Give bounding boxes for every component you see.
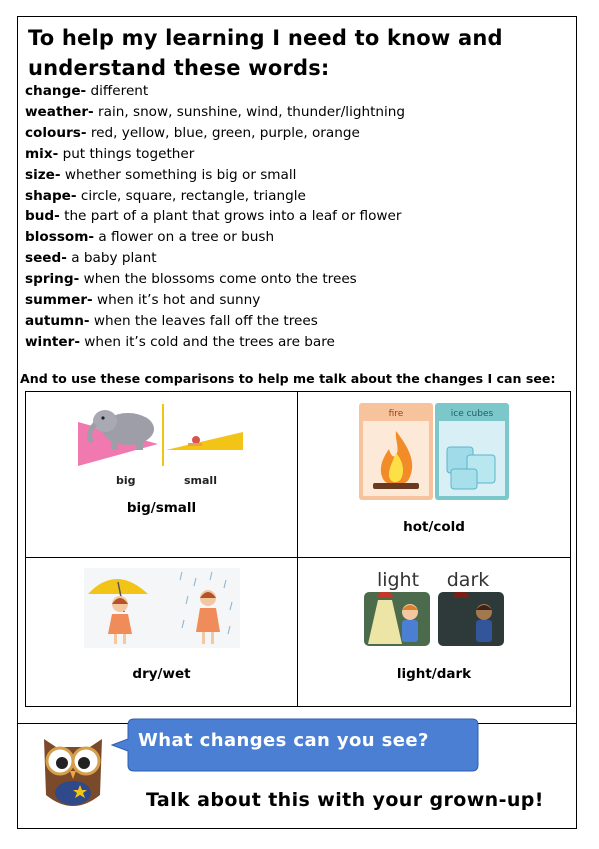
vocabulary-term: blossom-: [25, 229, 95, 246]
vocabulary-definition: different: [90, 83, 149, 99]
vocabulary-item: [25, 206, 570, 227]
vocabulary-item: [25, 81, 570, 102]
vocabulary-term: spring-: [25, 271, 80, 288]
comparison-label: big/small: [126, 500, 197, 516]
comparison-hot-cold: [298, 392, 570, 558]
vocabulary-term: autumn-: [25, 312, 90, 329]
page-title: To help my learning I need to know and understand these words:: [28, 26, 503, 80]
dark-caption: dark: [446, 569, 490, 591]
comparison-label: light/dark: [396, 666, 472, 682]
vocabulary-term: shape-: [25, 187, 77, 204]
vocabulary-definition: a baby plant: [71, 250, 157, 267]
hot-cold-illustration: [359, 403, 509, 500]
vocabulary-definition: when it’s cold and the trees are bare: [84, 333, 335, 350]
vocabulary-term: size-: [25, 166, 61, 183]
vocabulary-definition: put things together: [62, 145, 195, 162]
light-dark-illustration: [362, 564, 506, 648]
vocabulary-term: change-: [25, 83, 87, 99]
small-caption: small: [184, 474, 217, 487]
worksheet: [17, 16, 577, 829]
ice-caption: ice cubes: [450, 409, 494, 419]
vocabulary-item: [25, 290, 570, 311]
vocabulary-definition: when the blossoms come onto the trees: [83, 271, 357, 288]
dark-panel: [438, 592, 504, 646]
dry-wet-illustration: [84, 568, 240, 648]
boy-dark-icon: [476, 604, 492, 642]
fire-caption: fire: [388, 409, 404, 419]
boy-light-icon: [402, 604, 418, 642]
vocabulary-term: bud-: [25, 208, 60, 225]
prompt-question: What changes can you see?: [138, 730, 429, 751]
vocabulary-item: [25, 227, 570, 248]
comparison-big-small: [26, 392, 298, 558]
big-small-illustration: [78, 404, 248, 496]
vocabulary-item: [25, 311, 570, 332]
small-triangle-shape: [166, 432, 243, 450]
vocabulary-term: summer-: [25, 292, 93, 309]
vocabulary-definition: red, yellow, blue, green, purple, orange: [90, 124, 360, 141]
comparisons-intro: And to use these comparisons to help me talk about the changes I can see:: [20, 371, 556, 386]
snail-icon: [188, 436, 202, 446]
vocabulary-definition: when the leaves fall off the trees: [93, 312, 318, 329]
vocabulary-definition: the part of a plant that grows into a leaf or flower: [64, 208, 402, 225]
vocabulary-item: [25, 186, 570, 207]
vocabulary-term: weather-: [25, 103, 94, 120]
vocabulary-term: seed-: [25, 250, 67, 267]
vocabulary-item: [25, 332, 570, 353]
vocabulary-definition: circle, square, rectangle, triangle: [80, 187, 306, 204]
vocabulary-item: [25, 165, 570, 186]
vocabulary-term: mix-: [25, 145, 59, 162]
light-caption: light: [376, 569, 420, 591]
vocabulary-item: [25, 123, 570, 144]
vocabulary-definition: whether something is big or small: [64, 166, 297, 183]
vocabulary-item: [25, 269, 570, 290]
vocabulary-item: [25, 102, 570, 123]
comparison-dry-wet: [26, 558, 298, 706]
vocabulary-definition: when it’s hot and sunny: [97, 292, 261, 309]
vocabulary-list: [25, 81, 570, 353]
comparison-label: hot/cold: [403, 519, 465, 535]
comparison-grid: [25, 391, 571, 707]
comparison-label: dry/wet: [132, 666, 191, 682]
vocabulary-term: winter-: [25, 333, 80, 350]
vocabulary-definition: rain, snow, sunshine, wind, thunder/lightning: [98, 103, 406, 120]
vocabulary-definition: a flower on a tree or bush: [98, 229, 275, 246]
vocabulary-item: [25, 144, 570, 165]
vocabulary-item: [25, 248, 570, 269]
tagline: Talk about this with your grown-up!: [146, 789, 544, 811]
vocabulary-term: colours-: [25, 124, 87, 141]
big-caption: big: [116, 474, 136, 487]
owl-icon: [34, 725, 112, 811]
comparison-light-dark: [298, 558, 570, 706]
